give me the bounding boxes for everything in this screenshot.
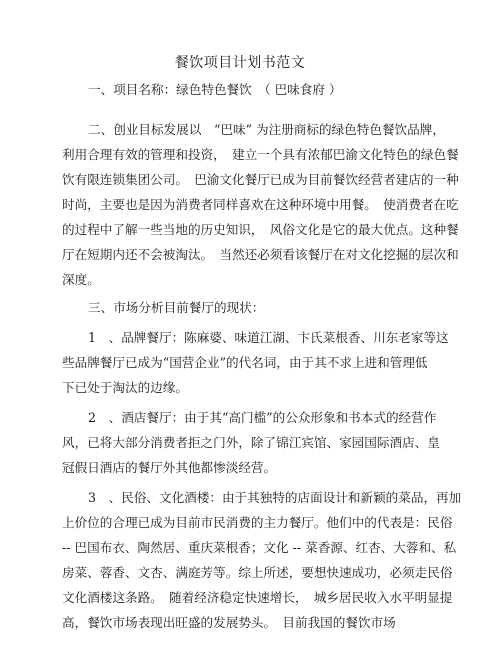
document-title: 餐饮项目计划书范文	[174, 55, 306, 71]
item-1-line: 下已处于淘汰的边缘。	[62, 380, 188, 395]
section-2-line: 二、创业目标发展以 “巴味” 为注册商标的绿色特色餐饮品牌，	[88, 122, 445, 137]
item-3-line: 上价位的合理已成为目前市民消费的主力餐厅。他们中的代表是：民俗	[62, 515, 453, 530]
section-1-project-name: 一、项目名称：绿色特色餐饮 （ 巴味食府 ）	[88, 82, 342, 97]
section-2-line: 厅在短期内还不会被淘汰。 当然还必须看该餐厅在对文化挖掘的层次和	[62, 247, 459, 262]
item-2-line: 2 、酒店餐厅：由于其“高门槛”的公众形象和书本式的经营作	[88, 410, 437, 425]
section-2-line: 饮有限连锁集团公司。 巴渝文化餐厅已成为目前餐饮经营者建店的一种	[62, 172, 459, 187]
section-3-heading: 三、市场分析目前餐厅的现状：	[88, 300, 265, 315]
item-3-line: 高，餐饮市场表现出旺盛的发展势头。 目前我国的餐饮市场	[62, 615, 396, 630]
item-2-line: 冠假日酒店的餐厅外其他都惨淡经营。	[62, 460, 277, 475]
section-2-line: 的过程中了解一些当地的历史知识， 风俗文化是它的最大优点。这种餐	[62, 222, 459, 237]
item-2-line: 风，已将大部分消费者拒之门外，除了锦江宾馆、家园国际酒店、皇	[62, 435, 440, 450]
item-3-line: -- 巴国布衣、陶然居、重庆菜根香；文化 -- 菜香源、红杏、大蓉和、私	[62, 540, 457, 555]
item-3-line: 文化酒楼这条路。 随着经济稳定快速增长， 城乡居民收入水平明显提	[62, 590, 453, 605]
item-1-line: 些品牌餐厅已成为“国营企业”的代名词，由于其不求上进和管理低	[62, 355, 428, 370]
item-3-line: 房菜、蓉香、文杏、满庭芳等。综上所述，要想快速成功，必须走民俗	[62, 565, 453, 580]
section-2-line: 时尚，主要也是因为消费者同样喜欢在这种环境中用餐。 使消费者在吃	[62, 197, 459, 212]
section-2-line: 深度。	[62, 272, 100, 287]
item-1-line: 1 、品牌餐厅：陈麻婆、味道江湖、卞氏菜根香、川东老家等这	[88, 330, 449, 345]
section-2-line: 利用合理有效的管理和投资， 建立一个具有浓郁巴渝文化特色的绿色餐	[62, 147, 459, 162]
item-3-line: 3 、民俗、文化酒楼：由于其独特的店面设计和新颖的菜品，再加	[88, 490, 462, 505]
